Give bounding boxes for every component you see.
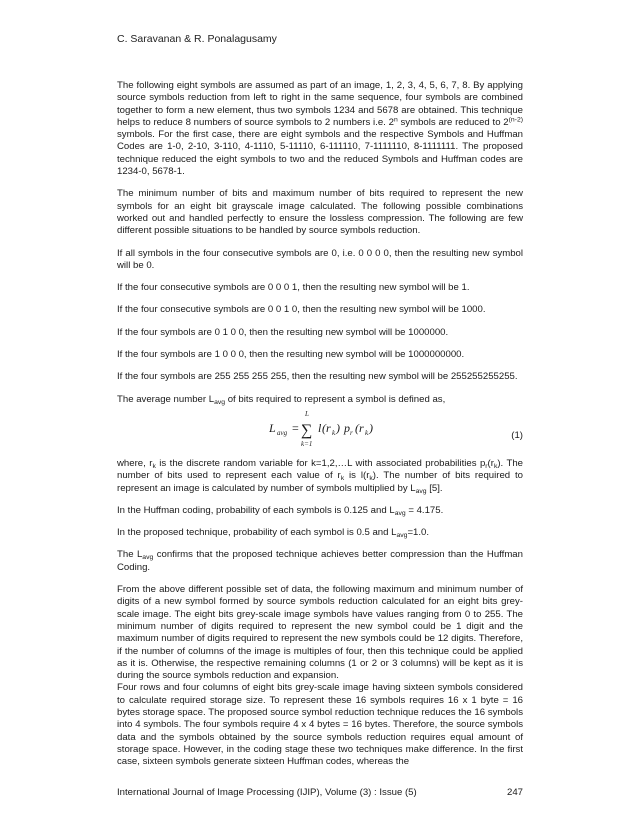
eq-equals: =	[292, 420, 299, 435]
paragraph-symbol-reduction: The following eight symbols are assumed as part of an image, 1, 2, 3, 4, 5, 6, 7, 8. By applying source symbols reduction from left to right in the same sequence, four symbols are combined together to form a new element, thus two symbols 1234 and 5678 are obtained. This technique helps to reduce 8 numbers of source symbols to 2 numbers i.e. 2$^n$ symbols are reduced to 2$^{(n-2)}$ symbols. For the first case, there are eight symbols and the respective Symbols and Huffman Codes are 1-0, 2-10, 3-110, 4-1110, 5-11110, 6-111110, 7-1111110, 8-1111111. The proposed technique reduced the eight symbols to two and the reduced Symbols and Huffman codes are 1234-0, 5678-1.	[117, 80, 523, 178]
eq-lhs-symbol: L	[269, 420, 276, 435]
eq-term-k2: k	[365, 428, 369, 437]
paragraph-case-0100: If the four symbols are 0 1 0 0, then the resulting new symbol will be 1000000.	[117, 326, 449, 338]
eq-sum-symbol: ∑	[301, 421, 313, 439]
paragraph-storage-size: Four rows and four columns of eight bits grey-scale image having sixteen symbols considered to calculate required storage size. To represent these 16 symbols requires 16 x 1 byte = 16 bytes storage space. The proposed source symbol reduction technique reduces the 16 symbols into 4 symbols. The four symbols require 4 x 4 bytes = 16 bytes. Therefore, the source symbols data and the symbols obtained by the source symbols reduction requires equal amount of storage space. However, in the coding stage these two techniques make difference. In the first case, sixteen symbols generate sixteen Huffman codes, whereas the	[117, 682, 523, 768]
eq-sum-lower: k=1	[301, 439, 313, 448]
paragraph-digit-range: From the above different possible set of data, the following maximum and minimum number of digits of a new symbol formed by source symbols reduction calculated for an eight bits grey-scale image. The eight bits grey-scale image symbols have values ranging from 0 to 255. The minimum number of digits required to represent the new symbol could be 1 digit and the maximum number of digits required to represent the new symbols could be 12 digits. Therefore, if the number of columns of the image is multiples of four, then this technique could be applied as it is. Otherwise, the respective remaining columns (1 or 2 or 3 columns) will be kept as it is during the source symbols reduction and expansion.	[117, 584, 523, 682]
paragraph-lavg-definition: The average number $L_{avg}$ of bits required to represent a symbol is defined as,	[117, 393, 446, 406]
equation-formula	[269, 408, 409, 448]
eq-lhs-sub: avg	[277, 428, 288, 437]
eq-term-psub: r	[350, 428, 353, 437]
paragraph-case-0010: If the four consecutive symbols are 0 0 1 0, then the resulting new symbol will be 1000.	[117, 304, 486, 316]
eq-term-l: l	[318, 420, 322, 435]
equation-number: (1)	[511, 429, 523, 441]
paragraph-lavg-confirms: The $L_{avg}$ confirms that the proposed technique achieves better compression than the Huffman Coding.	[117, 549, 523, 573]
footer-journal: International Journal of Image Processing (IJIP), Volume (3) : Issue (5)	[117, 787, 417, 798]
eq-term-r1: (r	[322, 420, 331, 435]
paragraph-huffman-probability: In the Huffman coding, probability of each symbols is 0.125 and $L_{avg} = 4.175$.	[117, 504, 444, 517]
page-footer	[117, 787, 523, 798]
eq-term-k1: k	[332, 428, 336, 437]
paragraph-case-0001: If the four consecutive symbols are 0 0 0 1, then the resulting new symbol will be 1.	[117, 282, 470, 294]
paragraph-case-all-zero: If all symbols in the four consecutive symbols are 0, i.e. 0 0 0 0, then the resulting new symbol will be 0.	[117, 247, 523, 271]
footer-page-number: 247	[506, 787, 523, 798]
paragraph-proposed-probability: In the proposed technique, probability of each symbol is 0.5 and $L_{avg}=1.0$.	[117, 527, 430, 540]
paragraph-where: where, $r_k$ is the discrete random variable for k=1,2,…L with associated probabilities $p_r(r_k)$. The number of bits used to represent each value of $r_k$ is $l(r_k)$. The number of bits required to represent an image is calculated by number of symbols multiplied by $L_{avg}$ [5].	[117, 457, 524, 495]
paragraph-min-max-bits: The minimum number of bits and maximum number of bits required to represent the new symbols for an eight bit grayscale image calculated. The following possible combinations worked out and handled perfectly to ensure the lossless compression. The following are few different possible situations to be handled by source symbols reduction.	[117, 188, 523, 237]
eq-term-p: p	[344, 420, 350, 435]
running-header: C. Saravanan & R. Ponalagusamy	[117, 33, 277, 45]
equation-1	[117, 408, 523, 452]
eq-term-close2: )	[369, 420, 373, 435]
body-text	[117, 80, 523, 768]
eq-sum-upper: L	[305, 409, 309, 418]
paragraph-case-1000: If the four symbols are 1 0 0 0, then the resulting new symbol will be 1000000000.	[117, 349, 465, 361]
eq-term-close1: )	[336, 420, 340, 435]
eq-term-r2: (r	[355, 420, 364, 435]
paragraph-case-255: If the four symbols are 255 255 255 255, then the resulting new symbol will be 255255255255.	[117, 371, 518, 383]
